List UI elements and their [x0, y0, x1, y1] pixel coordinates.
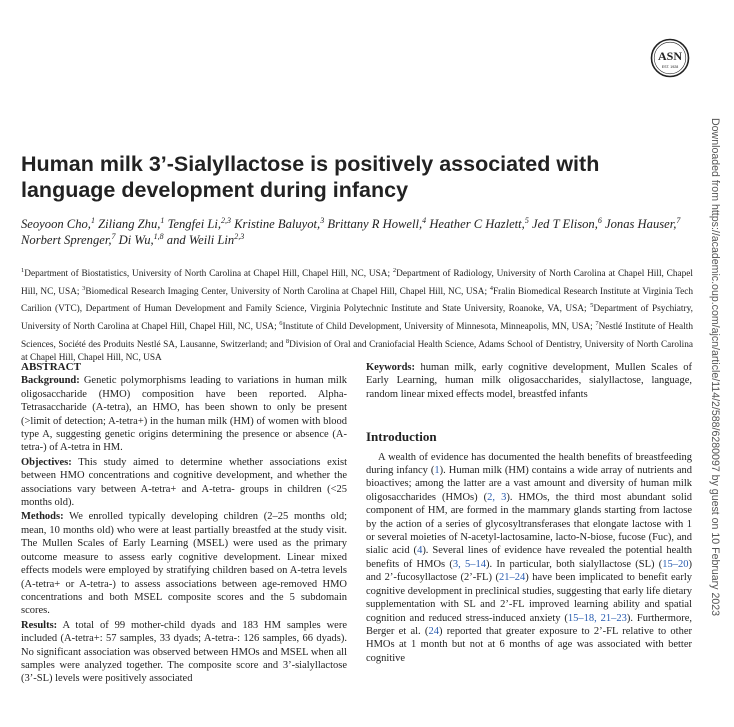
- author-affiliation-sup: 2,3: [221, 215, 231, 225]
- affiliation-text: Biomedical Research Imaging Center, University of North Carolina at Chapel Hill, Chapel Hill, NC, USA;: [85, 286, 490, 297]
- affiliation-sup: 8: [285, 337, 290, 345]
- author-affiliation-sup: 3: [320, 215, 325, 225]
- objectives-text: This study aimed to determine whether associations exist between HMO concentrations and cognitive development, and whether the associations vary between A-tetra+ and A-tetra- groups in children (<25 months old).: [21, 456, 347, 509]
- affiliation-sup: 1: [21, 267, 25, 274]
- author-list: [21, 216, 691, 248]
- logo-text: ASN: [657, 49, 683, 63]
- affiliation-text: Division of Oral and Craniofacial Health Science, Adams School of Dentistry, University of North Carolina at Chapel Hill, Chapel Hill, NC, USA: [21, 339, 693, 364]
- author-name: Kristine Baluyot,: [234, 217, 321, 231]
- results-text: A total of 99 mother-child dyads and 183 HM samples were included (A-tetra+: 57 samples, 33 dyads; A-tetra-: 126 samples, 66 dyads). No significant association was observed between HMOs and MSEL when all samples were analyzed together. The composite score and 3’-sialyllactose (3’-SL) levels were positively associated: [21, 619, 347, 685]
- intro-column: [366, 361, 692, 665]
- intro-text: ) reported that greater exposure to 2’-FL relative to other HMOs at 1 month but not at 6 months of age was associated with better cognitive: [366, 625, 693, 664]
- logo-subtext: EST. 1928: [661, 65, 679, 69]
- affiliation-sup: 5: [590, 302, 594, 310]
- author-name: Seoyoon Cho,: [21, 217, 91, 231]
- intro-text: ). HMOs, the third most abundant solid component of HM, are formed in the mammary glands starting from lactose by the action of a series of glycosyltransferases that elongate lactose with 1 or several moieties of N-acetyl-lactosamine, lacto-N-biose, fucose (Fuc), and sialic acid (: [366, 491, 693, 557]
- author-affiliation-sup: 7: [676, 215, 681, 225]
- affiliation-sup: 3: [82, 284, 86, 292]
- author-affiliation-sup: 4: [422, 215, 427, 225]
- author-name: Jed T Elison,: [531, 217, 598, 231]
- methods-label: Methods:: [21, 511, 64, 523]
- author-name: Jonas Hauser,: [605, 217, 677, 231]
- citation-link[interactable]: 1: [434, 465, 440, 477]
- abstract-methods: [21, 510, 347, 617]
- affiliation-sup: 6: [279, 320, 283, 328]
- methods-text: We enrolled typically developing children (2–25 months old; mean, 10 months old) who were at least partially breastfed at the study visit. The Mullen Scales of Early Learning (MSEL) were used as the primary outcome measure to assess early cognitive development. Linear mixed effects models were employed by stratifying children based on A-tetra levels (A-tetra+ or A-tetra-) to assess associations between age-removed HMO concentrations and both MSEL composite scores and the 5 subdomain scores.: [21, 511, 347, 617]
- keywords-text: human milk, early cognitive development, Mullen Scales of Early Learning, human milk oligosaccharides, sialyllactose, language, random linear mixed effects model, breastfed infants: [366, 362, 692, 400]
- abstract-heading: ABSTRACT: [21, 361, 81, 373]
- citation-link[interactable]: 15–20: [662, 558, 689, 570]
- citation-link[interactable]: 24: [428, 625, 439, 637]
- affiliation-text: Department of Psychiatry, University of North Carolina at Chapel Hill, Chapel Hill, NC, USA;: [21, 304, 693, 333]
- affiliation-text: Department of Biostatistics, University of North Carolina at Chapel Hill, Chapel Hill, NC, USA;: [24, 269, 393, 280]
- author-name: and Weili Lin: [166, 233, 235, 247]
- intro-text: ) have been implicated to benefit early cognitive development in preclinical studies, suggesting that early life dietary supplementation with SL and 2’-FL improved learning ability and spatial cognition and reduced stress-induced anxiety (: [366, 572, 692, 624]
- affiliation-sup: 4: [489, 284, 493, 292]
- keywords-label: Keywords:: [366, 362, 415, 373]
- introduction-heading: Introduction: [366, 429, 437, 445]
- author-affiliation-sup: 6: [597, 215, 602, 225]
- citation-link[interactable]: 21–24: [498, 572, 526, 584]
- affiliation-sup: 2: [392, 267, 397, 274]
- author-affiliation-sup: 1,8: [153, 231, 164, 241]
- author-affiliation-sup: 5: [524, 215, 529, 225]
- citation-link[interactable]: 4: [417, 545, 423, 557]
- background-label: Background:: [21, 375, 80, 387]
- affiliation-text: Nestlé Institute of Health Sciences, Société des Produits Nestlé SA, Lausanne, Switzerland; and: [21, 322, 693, 350]
- author-name: Di Wu,: [118, 233, 154, 247]
- citation-link[interactable]: 2, 3: [487, 491, 507, 503]
- intro-text: ). Furthermore, Berger et al. (: [366, 612, 692, 637]
- author-name: Brittany R Howell,: [327, 217, 423, 231]
- author-affiliation-sup: 1: [90, 215, 95, 225]
- author-affiliation-sup: 7: [111, 231, 116, 241]
- affiliation-text: Fralin Biomedical Research Institute at Virginia Tech Carilion (VTC), Department of Human Development and Family Science, Virginia Polytechnic Institute and State University, Roanoke, VA, USA;: [21, 286, 693, 315]
- results-label: Results:: [21, 619, 58, 631]
- keywords: [366, 361, 692, 401]
- affiliation-sup: 7: [595, 320, 599, 328]
- author-affiliation-sup: 2,3: [234, 231, 245, 241]
- intro-text: ) and 2’-fucosyllactose (2’-FL) (: [366, 558, 693, 584]
- introduction-paragraph: [366, 451, 692, 666]
- intro-text: ). In particular, both sialyllactose (SL) (: [486, 558, 663, 570]
- affiliations: [21, 264, 693, 366]
- download-watermark: [705, 118, 723, 718]
- abstract-background: [21, 374, 347, 454]
- intro-text: A wealth of evidence has documented the health benefits of breastfeeding during infancy (: [366, 451, 692, 477]
- abstract-results: [21, 619, 347, 686]
- author-name: Ziliang Zhu,: [98, 217, 161, 231]
- author-affiliation-sup: 1: [160, 215, 165, 225]
- background-text: Genetic polymorphisms leading to variations in human milk oligosaccharide (HMO) composition have been reported. Alpha-Tetrasaccharide (A-tetra), an HMO, has been shown to only be present (>limit of detection; A-tetra+) in the human milk (HM) of women with blood type A, suggesting genetic origins determining the presence or absence (A-tetra-) of A-tetra in HM.: [21, 375, 347, 454]
- intro-text: ). Human milk (HM) contains a wide array of nutrients and bioactives; among the latter are a vast amount and diversity of human milk oligosaccharides (HMOs) (: [366, 465, 692, 503]
- intro-text: ). Several lines of evidence have revealed the potential health benefits of HMOs (: [366, 545, 692, 570]
- author-name: Tengfei Li,: [167, 217, 221, 231]
- author-name: Heather C Hazlett,: [429, 217, 525, 231]
- asn-seal-icon: [650, 38, 690, 78]
- affiliation-text: Department of Radiology, University of North Carolina at Chapel Hill, Chapel Hill, NC, USA;: [21, 269, 694, 297]
- objectives-label: Objectives:: [21, 456, 72, 468]
- abstract-objectives: [21, 456, 347, 510]
- download-note-text: Downloaded from https://academic.oup.com/ajcn/article/114/2/588/6280097 by guest on 10 February 2023: [709, 118, 721, 617]
- abstract-column: [21, 361, 347, 687]
- citation-link[interactable]: 3, 5–14: [452, 558, 487, 570]
- affiliation-text: Institute of Child Development, University of Minnesota, Minneapolis, MN, USA;: [282, 322, 596, 333]
- introduction-body: [366, 451, 692, 666]
- citation-link[interactable]: 15–18, 21–23: [567, 612, 627, 624]
- author-name: Norbert Sprenger,: [21, 233, 112, 247]
- article-title: Human milk 3’-Sialyllactose is positively associated with language development during infancy: [21, 152, 600, 202]
